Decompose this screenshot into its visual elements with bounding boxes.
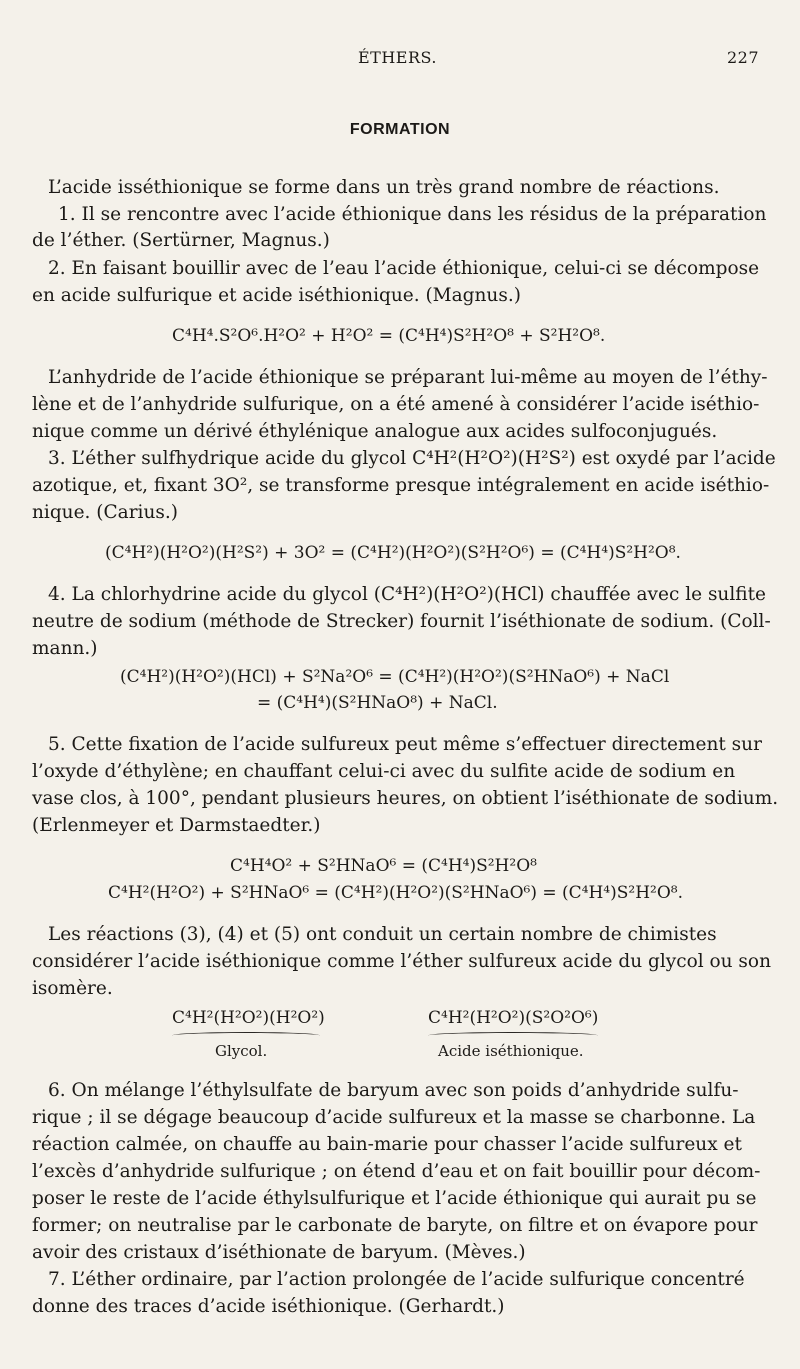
text-line: isomère. [32,978,113,999]
text-line: Les réactions (3), (4) et (5) ont conduit un certain nombre de chimistes [48,924,717,945]
text-line: poser le reste de l’acide éthylsulfurique et l’acide éthionique qui aurait pu se [32,1188,757,1209]
chemical-equation: C⁴H²(H²O²) + S²HNaO⁶ = (C⁴H²)(H²O²)(S²HNaO⁶) = (C⁴H⁴)S²H²O⁸. [108,883,684,903]
chemical-equation: C⁴H⁴.S²O⁶.H²O² + H²O² = (C⁴H⁴)S²H²O⁸ + S²H²O⁸. [172,326,606,346]
brace-under-glycol [172,1032,320,1039]
text-line: vase clos, à 100°, pendant plusieurs heures, on obtient l’iséthionate de sodium. [32,788,779,809]
text-line: L’anhydride de l’acide éthionique se préparant lui-même au moyen de l’éthy- [48,367,768,388]
text-line: de l’éther. (Sertürner, Magnus.) [32,230,330,251]
text-line: 4. La chlorhydrine acide du glycol (C⁴H²)(H²O²)(HCl) chauffée avec le sulfite [48,584,766,605]
glycol-formula: C⁴H²(H²O²)(H²O²) [172,1008,325,1028]
isethionic-acid-label: Acide iséthionique. [438,1042,584,1060]
isethionic-acid-formula: C⁴H²(H²O²)(S²O²O⁶) [428,1008,599,1028]
chemical-equation: (C⁴H²)(H²O²)(HCl) + S²Na²O⁶ = (C⁴H²)(H²O²)(S²HNaO⁶) + NaCl [120,667,670,687]
section-title: FORMATION [349,121,451,138]
glycol-label: Glycol. [215,1042,268,1060]
chemical-equation: = (C⁴H⁴)(S²HNaO⁸) + NaCl. [257,693,498,713]
text-line: neutre de sodium (méthode de Strecker) fournit l’iséthionate de sodium. (Coll- [32,611,771,632]
text-line: former; on neutralise par le carbonate de baryte, on filtre et on évapore pour [32,1215,758,1236]
text-line: nique comme un dérivé éthylénique analogue aux acides sulfoconjugués. [32,421,718,442]
text-line: L’acide isséthionique se forme dans un très grand nombre de réactions. [48,177,720,198]
text-line: (Erlenmeyer et Darmstaedter.) [32,815,321,836]
chemical-equation: (C⁴H²)(H²O²)(H²S²) + 3O² = (C⁴H²)(H²O²)(S²H²O⁶) = (C⁴H⁴)S²H²O⁸. [105,543,681,563]
text-line: lène et de l’anhydride sulfurique, on a été amené à considérer l’acide iséthio- [32,394,760,415]
text-line: réaction calmée, on chauffe au bain-marie pour chasser l’acide sulfureux et [32,1134,742,1155]
text-line: nique. (Carius.) [32,502,178,523]
text-line: l’excès d’anhydride sulfurique ; on étend d’eau et on fait bouillir pour décom- [32,1161,761,1182]
text-line: considérer l’acide iséthionique comme l’éther sulfureux acide du glycol ou son [32,951,771,972]
brace-under-acid [428,1032,598,1039]
text-line: donne des traces d’acide iséthionique. (Gerhardt.) [32,1296,505,1317]
text-line: l’oxyde d’éthylène; en chauffant celui-ci avec du sulfite acide de sodium en [32,761,736,782]
text-line: 6. On mélange l’éthylsulfate de baryum avec son poids d’anhydride sulfu- [48,1080,739,1101]
text-line: 5. Cette fixation de l’acide sulfureux peut même s’effectuer directement sur [48,734,762,755]
running-header: ÉTHERS. [358,48,438,67]
text-line: en acide sulfurique et acide iséthionique. (Magnus.) [32,285,521,306]
page-number: 227 [727,48,760,67]
text-line: avoir des cristaux d’iséthionate de baryum. (Mèves.) [32,1242,526,1263]
text-line: azotique, et, fixant 3O², se transforme presque intégralement en acide iséthio- [32,475,770,496]
text-line: rique ; il se dégage beaucoup d’acide sulfureux et la masse se charbonne. La [32,1107,756,1128]
text-line: 7. L’éther ordinaire, par l’action prolongée de l’acide sulfurique concentré [48,1269,745,1290]
text-line: 1. Il se rencontre avec l’acide éthionique dans les résidus de la préparation [58,204,767,225]
text-line: 2. En faisant bouillir avec de l’eau l’acide éthionique, celui-ci se décompose [48,258,760,279]
text-line: mann.) [32,638,98,659]
text-line: 3. L’éther sulfhydrique acide du glycol C⁴H²(H²O²)(H²S²) est oxydé par l’acide [48,448,776,469]
chemical-equation: C⁴H⁴O² + S²HNaO⁶ = (C⁴H⁴)S²H²O⁸ [230,856,537,876]
